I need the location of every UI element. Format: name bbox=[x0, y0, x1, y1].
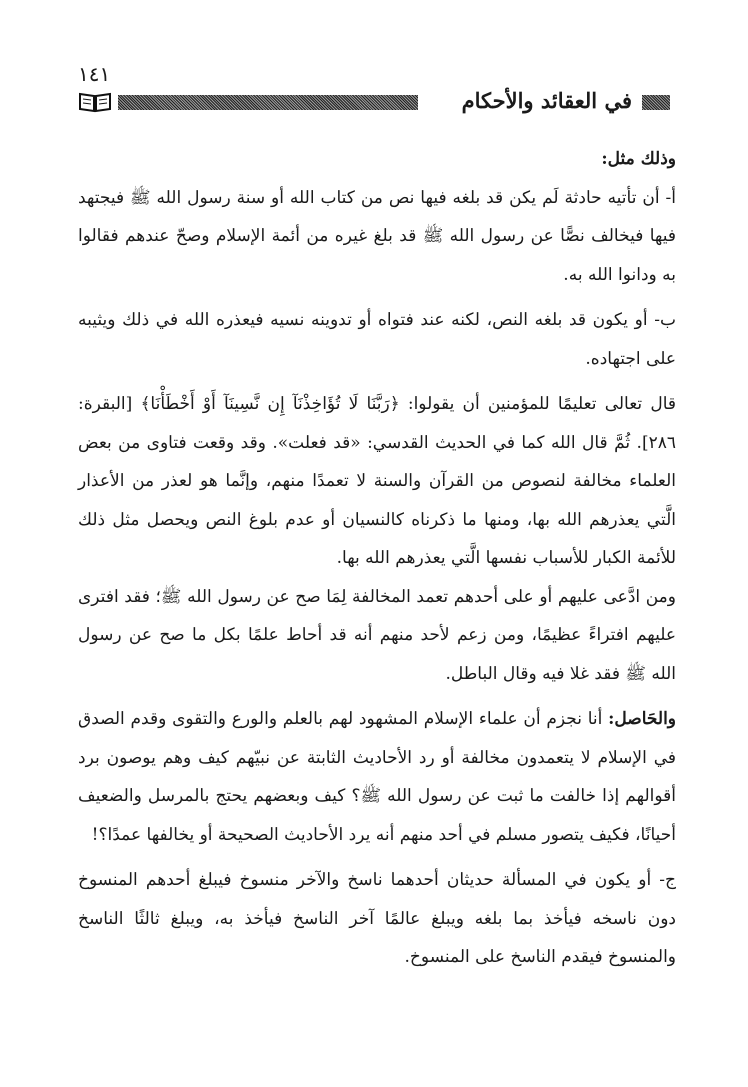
header-ornament-left bbox=[118, 95, 418, 110]
open-book-icon bbox=[78, 91, 112, 113]
header-ornament-right bbox=[642, 95, 670, 110]
conclusion-label: والحَاصل: bbox=[608, 709, 677, 729]
paragraph-alif: أ- أن تأتيه حادثة لَم يكن قد بلغه فيها نص من كتاب الله أو سنة رسول الله ﷺ فيجتهد فيها فيخالف نصًّا عن رسول الله ﷺ قد بلغ غيره من أئمة الإسلام وصحّ عندهم فقالوا به ودانوا الله به. bbox=[78, 187, 676, 285]
paragraph-jim: ج- أو يكون في المسألة حديثان أحدهما ناسخ والآخر منسوخ فيبلغ أحدهم المنسوخ دون ناسخه فيأخذ بما بلغه ويبلغ عالمًا آخر الناسخ فيأخذ به، ويبلغ ثالثًا الناسخ والمنسوخ فيقدم الناسخ على المنسوخ. bbox=[78, 870, 676, 967]
body-text bbox=[78, 140, 676, 977]
paragraph-quran-verse: قال تعالى تعليمًا للمؤمنين أن يقولوا: ﴿رَبَّنَا لَا تُؤَاخِذْنَآ إِن نَّسِينَآ أَوْ أَخْطَأْنَا﴾ [البقرة: ٢٨٦]. ثُمَّ قال الله كما في الحديث القدسي: «قد فعلت». وقد وقعت فتاوى من بعض العلماء مخالفة لنصوص من القرآن والسنة لا تعمدًا منهم، وإنَّما هو لعذر من الأعذار الَّتي يعذرهم الله بها، ومنها ما ذكرناه كالنسيان أو عدم بلوغ النص ويحصل مثل ذلك للأئمة الكبار للأسباب نفسها الَّتي يعذرهم الله بها. bbox=[78, 394, 676, 568]
running-header bbox=[78, 88, 670, 118]
page-number: ١٤١ bbox=[78, 62, 111, 86]
header-title: في العقائد والأحكام bbox=[461, 88, 632, 113]
paragraph-claim: ومن ادَّعى عليهم أو على أحدهم تعمد المخالفة لِمَا صح عن رسول الله ﷺ؛ فقد افترى عليهم افتراءً عظيمًا، ومن زعم لأحد منهم أنه قد أحاط علمًا بكل ما صح عن رسول الله ﷺ فقد غلا فيه وقال الباطل. bbox=[78, 586, 676, 684]
paragraph-ba: ب- أو يكون قد بلغه النص، لكنه عند فتواه أو تدوينه نسيه فيعذره الله في ذلك ويثيبه على اجتهاده. bbox=[78, 310, 676, 369]
conclusion-text: أنا نجزم أن علماء الإسلام المشهود لهم بالعلم والورع والتقوى وقدم الصدق في الإسلام لا يتعمدون مخالفة أو رد الأحاديث الثابتة عن نبيّهم كيف وهم يوصون برد أقوالهم إذا خالفت ما ثبت عن رسول الله ﷺ؟ كيف وبعضهم يحتج بالمرسل والضعيف أحيانًا، فكيف يتصور مسلم في أحد منهم أنه يرد الأحاديث الصحيحة أو يخالفها عمدًا؟! bbox=[78, 709, 676, 845]
intro-line: وذلك مثل: bbox=[601, 149, 676, 169]
paragraph-conclusion bbox=[78, 700, 676, 854]
